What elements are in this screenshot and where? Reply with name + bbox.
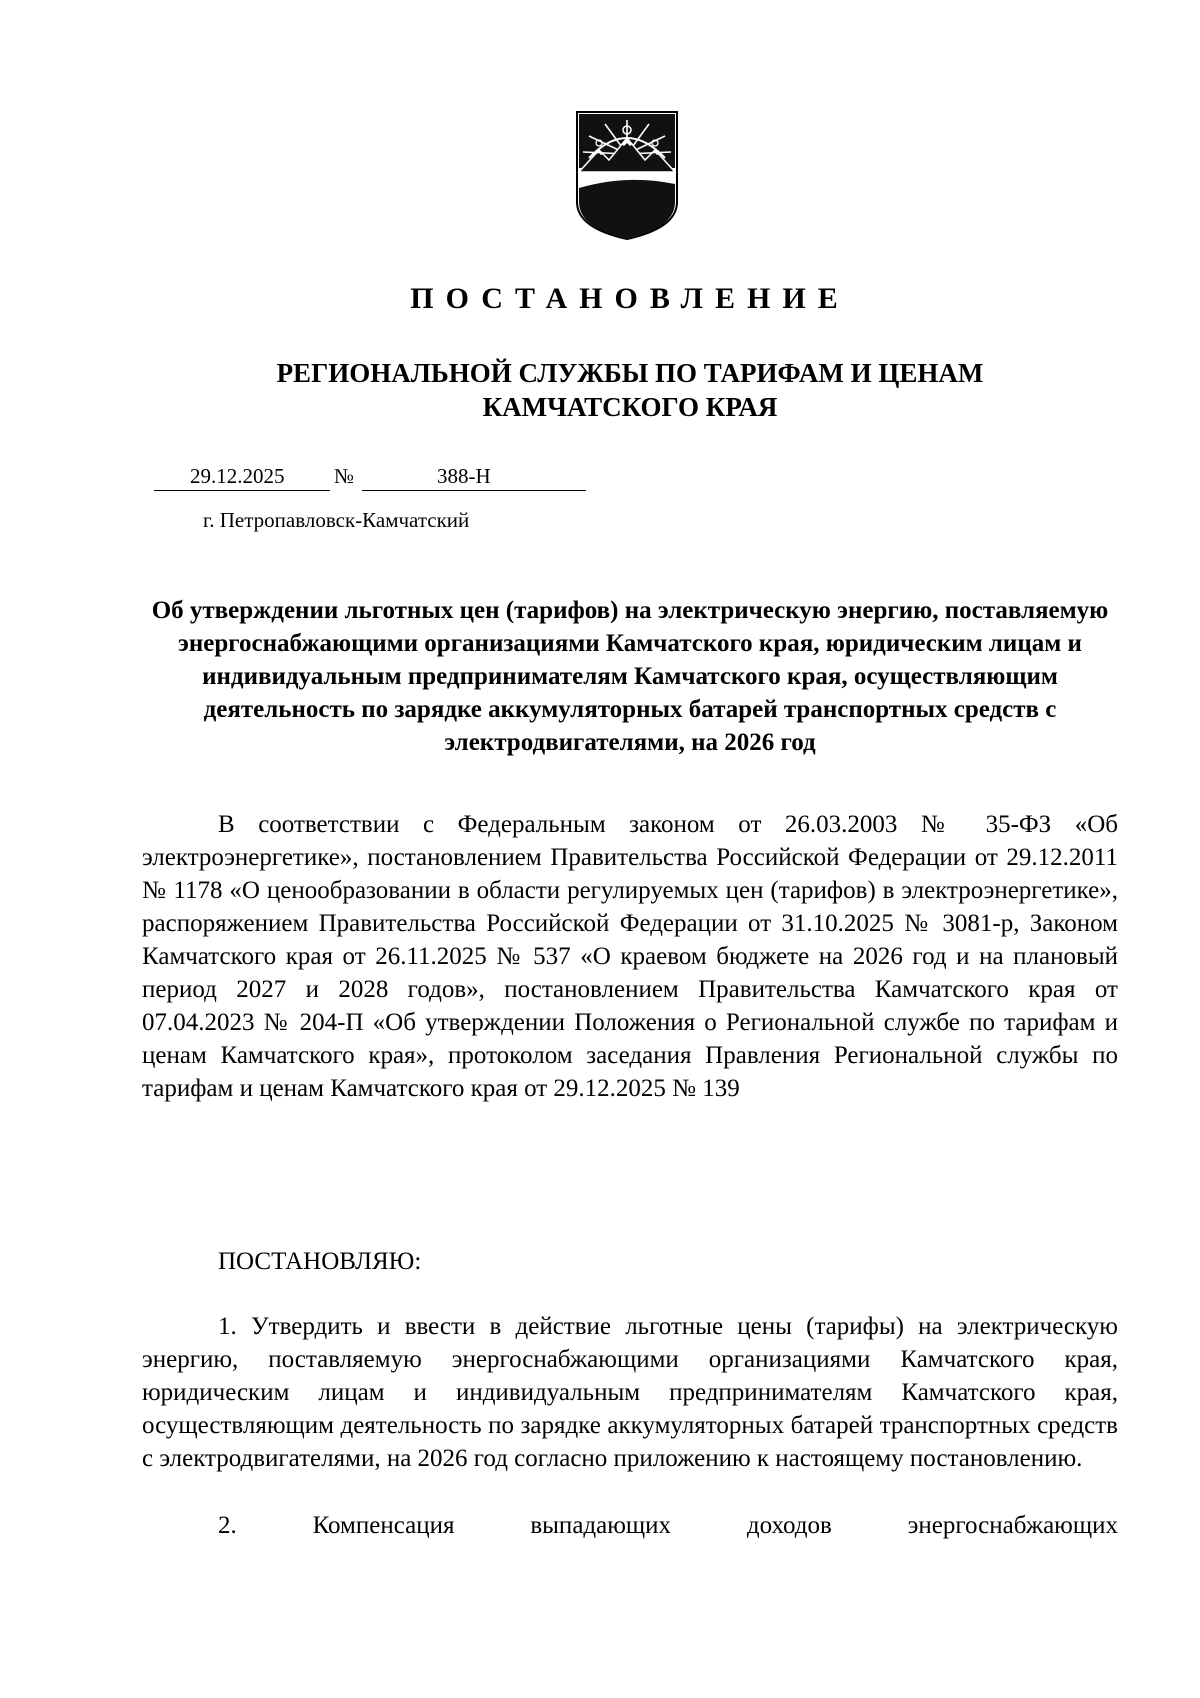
authority-line-1: РЕГИОНАЛЬНОЙ СЛУЖБЫ ПО ТАРИФАМ И ЦЕНАМ [276,358,984,388]
document-date-field [154,464,330,491]
document-number-field [362,464,586,491]
decree-word: ПОСТАНОВЛЯЮ: [218,1248,422,1275]
city-name: г. Петропавловск-Камчатский [203,508,470,532]
issuing-authority [150,356,1110,424]
item-1-paragraph: 1. Утвердить и ввести в действие льготные цены (тарифы) на электрическую энергию, поставляемую энергоснабжающими организациями Камчатского края, юридическим лицам и индивидуальным предпринимателям Камчатского края, осуществляющим деятельность по зарядке аккумуляторных батарей транспортных средств с электродвигателями, на 2026 год согласно приложению к настоящему постановлению. [142,1313,1118,1472]
item-2-paragraph: 2. Компенсация выпадающих доходов энергоснабжающих [218,1512,1118,1539]
document-number: 388-Н [437,464,491,488]
document-date: 29.12.2025 [190,464,285,488]
number-sign: № [334,464,355,488]
page-title: ПОСТАНОВЛЕНИЕ [410,282,850,315]
kamchatka-coat-of-arms-icon [575,110,679,241]
document-title: Об утверждении льготных цен (тарифов) на электрическую энергию, поставляемую энергоснабжающими организациями Камчатского края, юридическим лицам и индивидуальным предпринимателям Камчатского края, осуществляющим деятельность по зарядке аккумуляторных батарей транспортных средств с электродвигателями, на 2026 год [151,597,1109,756]
authority-line-2: КАМЧАТСКОГО КРАЯ [482,392,778,422]
date-number-line [154,464,584,492]
preamble-paragraph: В соответствии с Федеральным законом от 26.03.2003 № 35-ФЗ «Об электроэнергетике», постановлением Правительства Российской Федерации от 29.12.2011 № 1178 «О ценообразовании в области регулируемых цен (тарифов) в электроэнергетике», распоряжением Правительства Российской Федерации от 31.10.2025 № 3081-р, Законом Камчатского края от 26.11.2025 № 537 «О краевом бюджете на 2026 год и на плановый период 2027 и 2028 годов», постановлением Правительства Камчатского края от 07.04.2023 № 204-П «Об утверждении Положения о Региональной службе по тарифам и ценам Камчатского края», протоколом заседания Правления Региональной службы по тарифам и ценам Камчатского края от 29.12.2025 № 139 [142,811,1118,1102]
